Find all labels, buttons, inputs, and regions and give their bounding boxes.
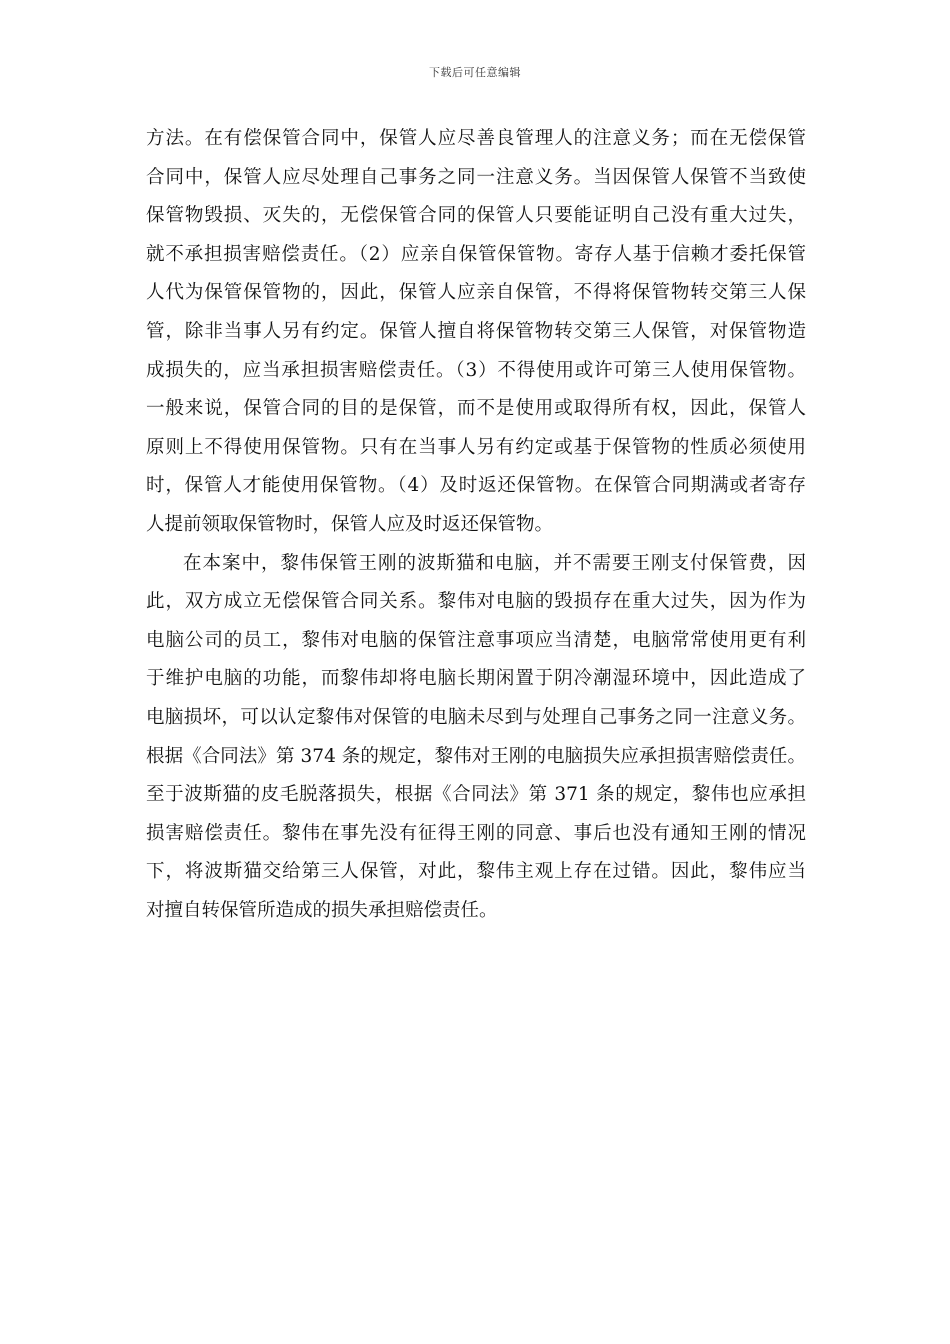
text-line: 原则上不得使用保管物。只有在当事人另有约定或基于保管物的性质必须使用 [146,436,806,458]
text-line: 就不承担损害赔偿责任。（2）应亲自保管保管物。寄存人基于信赖才委托保管 [146,243,806,265]
text-line: 此，双方成立无偿保管合同关系。黎伟对电脑的毁损存在重大过失，因为作为 [146,591,806,613]
text-line: 对擅自转保管所造成的损失承担赔偿责任。 [146,899,498,921]
text-line: 人提前领取保管物时，保管人应及时返还保管物。 [146,513,554,535]
text-line: 保管物毁损、灭失的，无偿保管合同的保管人只要能证明自己没有重大过失， [146,205,806,227]
text-line: 时，保管人才能使用保管物。（4）及时返还保管物。在保管合同期满或者寄存 [146,475,806,497]
text-line: 管，除非当事人另有约定。保管人擅自将保管物转交第三人保管，对保管物造 [146,320,806,342]
text-line: 电脑公司的员工，黎伟对电脑的保管注意事项应当清楚，电脑常常使用更有利 [146,629,806,651]
document-body [146,120,806,930]
text-line: 下，将波斯猫交给第三人保管，对此，黎伟主观上存在过错。因此，黎伟应当 [146,861,806,883]
paragraph-1 [146,120,806,545]
text-line: 损害赔偿责任。黎伟在事先没有征得王刚的同意、事后也没有通知王刚的情况 [146,822,806,844]
text-line: 根据《合同法》第 374 条的规定，黎伟对王刚的电脑损失应承担损害赔偿责任。 [146,745,806,767]
text-line: 一般来说，保管合同的目的是保管，而不是使用或取得所有权，因此，保管人 [146,398,806,420]
text-line: 成损失的，应当承担损害赔偿责任。（3）不得使用或许可第三人使用保管物。 [146,359,806,381]
text-line: 在本案中，黎伟保管王刚的波斯猫和电脑，并不需要王刚支付保管费，因 [183,552,806,574]
text-line: 人代为保管保管物的，因此，保管人应亲自保管，不得将保管物转交第三人保 [146,282,806,304]
text-line: 至于波斯猫的皮毛脱落损失，根据《合同法》第 371 条的规定，黎伟也应承担 [146,784,806,806]
paragraph-2 [146,545,806,931]
header-note: 下载后可任意编辑 [429,66,521,79]
text-line: 于维护电脑的功能，而黎伟却将电脑长期闲置于阴冷潮湿环境中，因此造成了 [146,668,806,690]
text-line: 电脑损坏，可以认定黎伟对保管的电脑未尽到与处理自己事务之同一注意义务。 [146,706,806,728]
text-line: 合同中，保管人应尽处理自己事务之同一注意义务。当因保管人保管不当致使 [146,166,806,188]
text-line: 方法。在有偿保管合同中，保管人应尽善良管理人的注意义务；而在无偿保管 [146,128,806,149]
